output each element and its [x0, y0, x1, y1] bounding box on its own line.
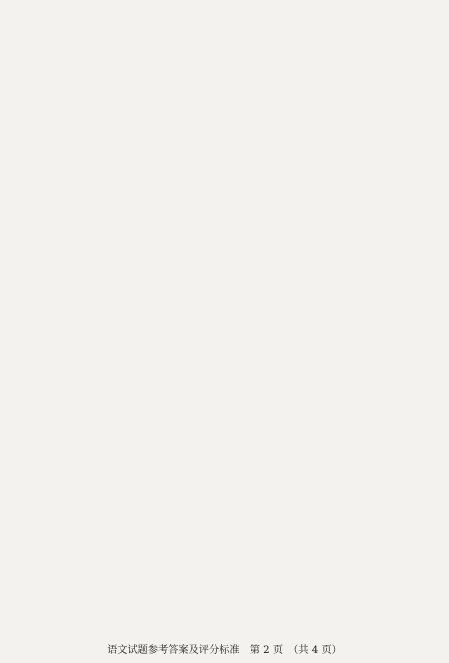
page-footer: 语文试题参考答案及评分标准 第 2 页 （共 4 页）: [107, 645, 342, 656]
